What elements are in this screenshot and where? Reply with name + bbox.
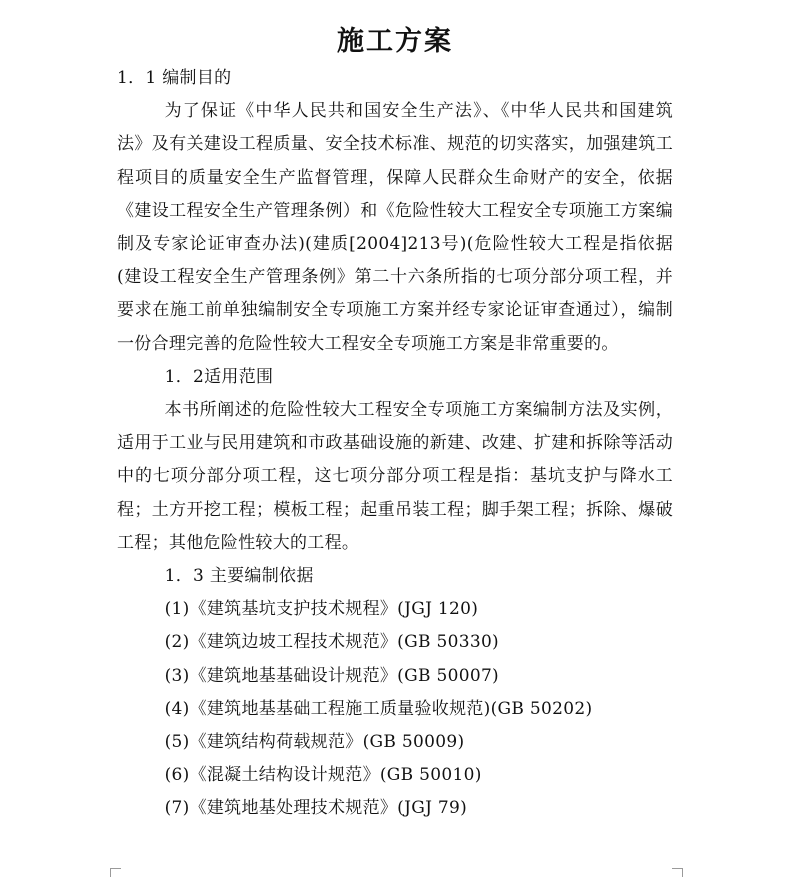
- document-body: [117, 62, 673, 826]
- reference-item: (5)《建筑结构荷载规范》(GB 50009): [164, 732, 465, 753]
- reference-list: [117, 593, 673, 825]
- reference-item: (7)《建筑地基处理技术规范》(JGJ 79): [164, 798, 468, 819]
- section-heading-1-3: 1．3 主要编制依据: [164, 566, 314, 587]
- reference-item: (3)《建筑地基基础设计规范》(GB 50007): [164, 665, 499, 686]
- reference-item: (4)《建筑地基基础工程施工质量验收规范)(GB 50202): [164, 698, 593, 719]
- page-margin-marker-left: [110, 868, 121, 877]
- document-title: 施工方案: [337, 26, 453, 58]
- section-paragraph-1-1: 为了保证《中华人民共和国安全生产法》、《中华人民共和国建筑法》及有关建设工程质量、安全技术标准、规范的切实落实，加强建筑工程项目的质量安全生产监督管理，保障人民群众生命财产的安全，依据《建设工程安全生产管理条例）和《危险性较大工程安全专项施工方案编制及专家论证审查办法)(建质[2004]213号)(危险性较大工程是指依据(建设工程安全生产管理条例》第二十六条所指的七项分部分项工程，并要求在施工前单独编制安全专项施工方案并经专家论证审查通过），编制一份合理完善的危险性较大工程安全专项施工方案是非常重要的。: [117, 101, 673, 354]
- reference-item: (6)《混凝土结构设计规范》(GB 50010): [164, 765, 482, 786]
- reference-item: (2)《建筑边坡工程技术规范》(GB 50330): [164, 632, 499, 653]
- section-heading-1-2: 1．2适用范围: [164, 366, 274, 387]
- page-margin-marker-right: [672, 868, 683, 877]
- section-paragraph-1-2: 本书所阐述的危险性较大工程安全专项施工方案编制方法及实例，适用于工业与民用建筑和市政基础设施的新建、改建、扩建和拆除等活动中的七项分部分项工程，这七项分部分项工程是指：基坑支护与降水工程；土方开挖工程；模板工程；起重吊装工程；脚手架工程；拆除、爆破工程；其他危险性较大的工程。: [117, 400, 673, 553]
- section-heading-1-1: 1．1 编制目的: [117, 68, 232, 88]
- reference-item: (1)《建筑基坑支护技术规程》(JGJ 120): [164, 599, 479, 620]
